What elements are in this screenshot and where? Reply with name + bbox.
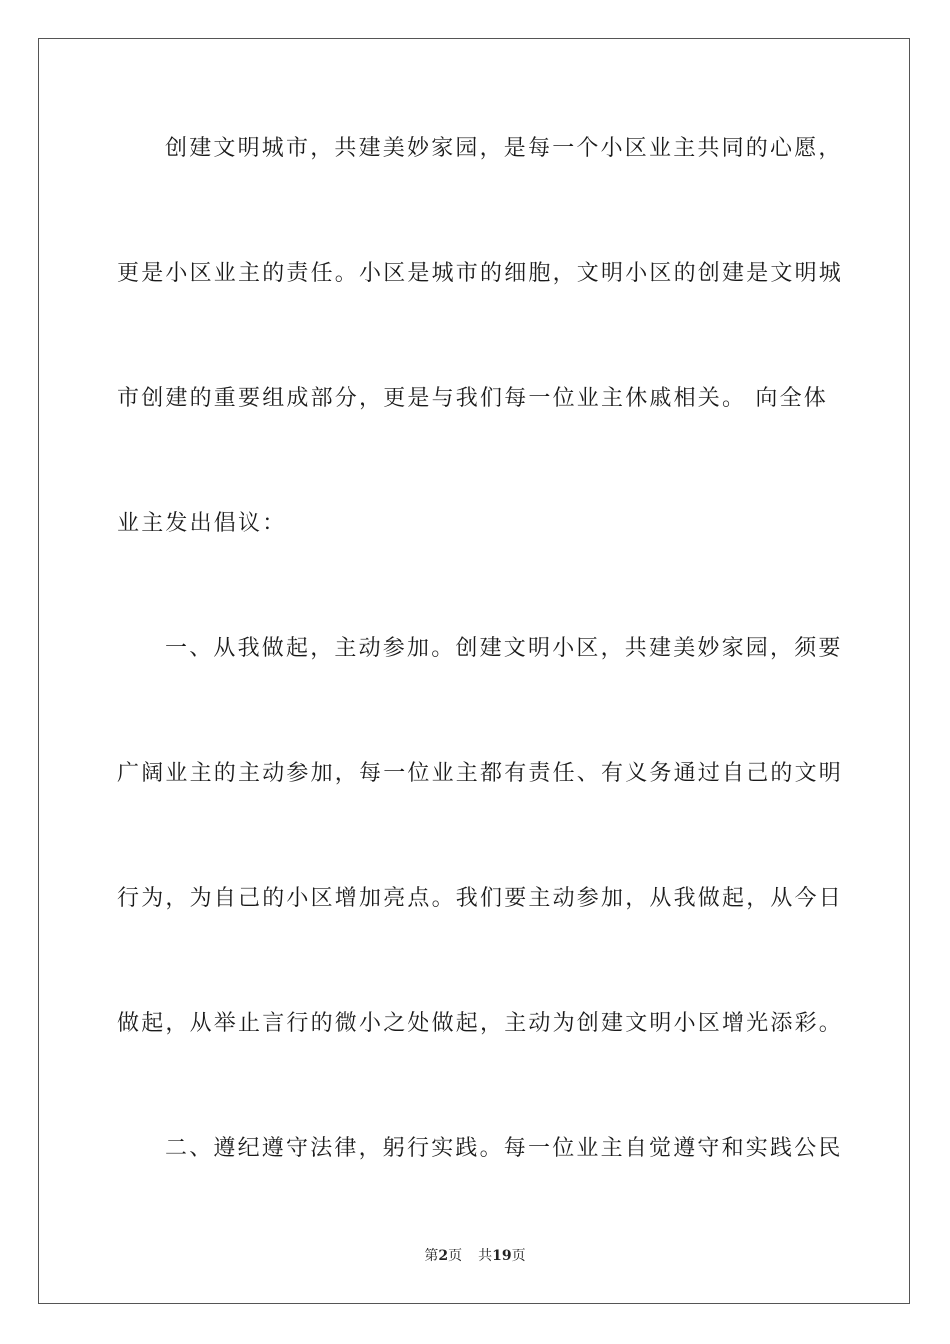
page-suffix: 页 xyxy=(448,1248,463,1264)
paragraph-line: 业主发出倡议： xyxy=(117,511,287,536)
paragraph-line: 一、从我做起，主动参加。创建文明小区，共建美妙家园，须要 xyxy=(165,636,843,661)
paragraph-line: 广阔业主的主动参加，每一位业主都有责任、有义务通过自己的文明 xyxy=(117,761,844,786)
total-pages: 19 xyxy=(492,1248,512,1264)
paragraph-line: 市创建的重要组成部分，更是与我们每一位业主休戚相关。 向全体 xyxy=(117,386,828,411)
total-prefix: 共 xyxy=(478,1248,493,1264)
paragraph-line: 更是小区业主的责任。小区是城市的细胞，文明小区的创建是文明城 xyxy=(117,261,844,286)
total-suffix: 页 xyxy=(511,1248,526,1264)
paragraph-line: 做起，从举止言行的微小之处做起，主动为创建文明小区增光添彩。 xyxy=(117,1011,844,1036)
paragraph-line: 二、遵纪遵守法律，躬行实践。每一位业主自觉遵守和实践公民 xyxy=(165,1136,843,1161)
paragraph-line: 创建文明城市，共建美妙家园，是每一个小区业主共同的心愿， xyxy=(165,136,843,161)
paragraph-line: 行为，为自己的小区增加亮点。我们要主动参加，从我做起，从今日 xyxy=(117,886,844,911)
page-number: 2 xyxy=(438,1248,449,1264)
page-border xyxy=(38,38,910,1304)
page-prefix: 第 xyxy=(424,1248,439,1264)
page-footer xyxy=(0,1246,950,1266)
